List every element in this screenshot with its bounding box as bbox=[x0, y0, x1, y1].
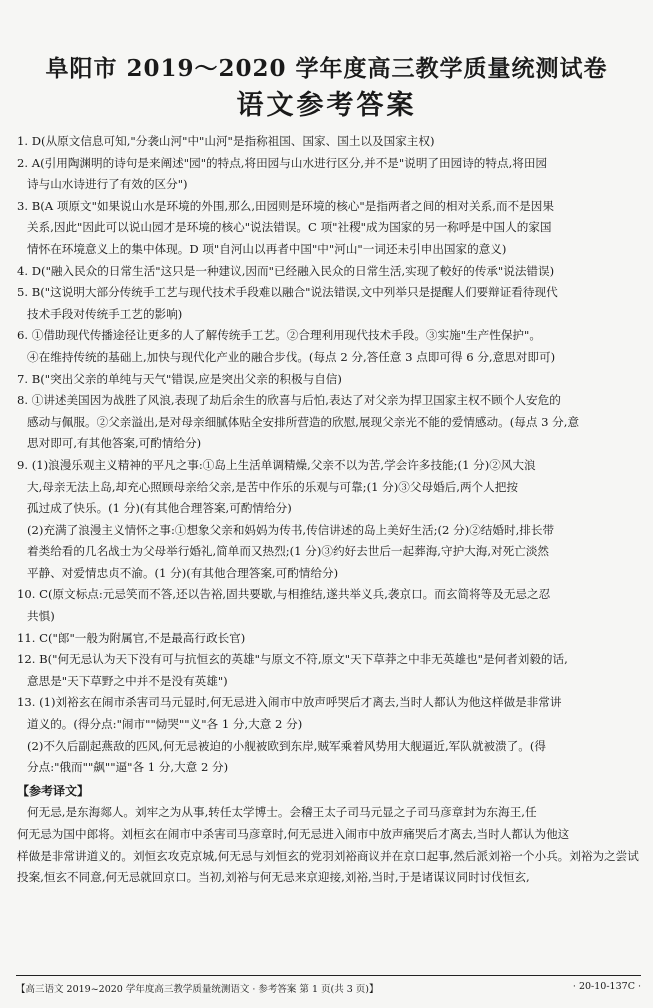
answer-line: 10. C(原文标点:元忌笑而不答,还以告裕,固共要歇,与相推结,遂共举义兵,袭京口。而玄简将等及无忌之忍 bbox=[17, 587, 551, 602]
answer-line: ④在维持传统的基础上,加快与现代化产业的融合步伐。(每点 2 分,答任意 3 点即可得 6 分,意思对即可) bbox=[27, 349, 556, 364]
footer-left-text: 【高三语文 2019~2020 学年度高三教学质量统测语文 · 参考答案 第 1 页(共 3 页)】 bbox=[16, 984, 379, 995]
answer-line: 感动与佩服。②父亲溢出,是对母亲细腻体贴全安排所营造的欣慰,展现父亲光不能的爱情感动。(每点 3 分,意 bbox=[27, 414, 580, 429]
answer-line: 4. D("融入民众的日常生活"这只是一种建议,因而"已经融入民众的日常生活,实现了較好的传承"说法错误) bbox=[17, 263, 555, 278]
footer-code: · 20-10-137C · bbox=[572, 981, 641, 992]
answer-line: 12. B("何无忌认为天下没有可与抗恒玄的英雄"与原文不符,原文"天下草莽之中非无英雄也"是何者刘毅的话, bbox=[17, 652, 568, 667]
answer-line: (2)不久后副起燕敌的匹风,何无忌被迫的小舰被欧到东岸,贼军乘着风势用大舰逼近,军队就被溃了。(得 bbox=[27, 738, 546, 753]
answer-line: 11. C("郎"一般为附属官,不是最高行政长官) bbox=[17, 630, 246, 645]
reference-translation-heading: 【参考译文】 bbox=[17, 783, 90, 798]
answer-line: 5. B("这说明大部分传统手工艺与现代技术手段难以融合"说法错误,文中列举只是提醒人们要辩证看待现代 bbox=[17, 285, 558, 300]
document-title: 阜阳市 2019～2020 学年度高三教学质量统测试卷 bbox=[45, 55, 608, 82]
answer-line: 关系,因此"因此可以说山园才是环境的核心"说法错误。C 项"社稷"成为国家的另一称呼是中国人的家国 bbox=[27, 220, 552, 235]
answer-line: 9. (1)浪漫乐观主义精神的平凡之事:①岛上生活单调精燥,父亲不以为苦,学会许多技能;(1 分)②风大浪 bbox=[17, 457, 536, 472]
answer-line: 共惧) bbox=[27, 609, 55, 624]
answer-line: 着类给看的几名战士为父母举行婚礼,简单而又热烈;(1 分)③约好去世后一起葬海,守护大海,对死亡淡然 bbox=[27, 544, 550, 559]
answer-line: 2. A(引用陶渊明的诗句是来阐述"园"的特点,将田园与山水进行区分,并不是"说明了田园诗的特点,将田园 bbox=[17, 155, 548, 170]
answer-line: (2)充满了浪漫主义情怀之事:①想象父亲和妈妈为传书,传信讲述的岛上美好生活;(2 分)②结婚时,排长带 bbox=[27, 522, 555, 537]
translation-line: 何无忌为国中郎将。刘桓玄在闹市中杀害司马彦章时,何无忌进入闹市中放声痛哭后才离去,当时人都认为他这 bbox=[17, 827, 570, 841]
answer-line: 7. B("突出父亲的单纯与天气"错误,应是突出父亲的积极与自信) bbox=[17, 371, 342, 386]
answer-line: 13. (1)刘裕玄在闹市杀害司马元显时,何无忌进入闹市中放声呼哭后才离去,当时人都认为他这样做是非常讲 bbox=[17, 695, 562, 710]
translation-line: 投案,恒玄不同意,何无忌就回京口。当初,刘裕与何无忌来京迎接,刘裕,当时,于是诸谋议同时讨伐恒玄, bbox=[17, 870, 530, 885]
page-footer bbox=[16, 975, 641, 995]
answer-line: 道义的。(得分点:"闹市""恸哭""义"各 1 分,大意 2 分) bbox=[27, 717, 303, 732]
answer-line: 6. ①借助现代传播途径让更多的人了解传统手工艺。②合理利用现代技术手段。③实施"生产性保护"。 bbox=[17, 328, 541, 343]
answer-line: 1. D(从原文信息可知,"分袭山河"中"山河"是指称祖国、国家、国土以及国家主权) bbox=[17, 134, 435, 148]
answer-line: 情怀在环境意义上的集中体现。D 项"自河山以再者中国"中"河山"一词还未引申出国家的意义) bbox=[27, 241, 507, 256]
answer-line: 平静、对爱情忠贞不渝。(1 分)(有其他合理答案,可酌情给分) bbox=[27, 565, 339, 580]
answer-line: 思对即可,有其他答案,可酌情给分) bbox=[27, 436, 202, 451]
answer-line: 8. ①讲述美国因为战胜了风浪,表现了劫后余生的欣喜与后怕,表达了对父亲为捍卫国家主权不顾个人安危的 bbox=[17, 393, 561, 408]
answer-line: 3. B(A 项原文"如果说山水是环境的外围,那么,田园则是环境的核心"是指两者之间的相对关系,而不是因果 bbox=[17, 198, 554, 213]
document-subtitle: 语文参考答案 bbox=[236, 90, 417, 121]
translation-line: 何无忌,是东海郯人。刘牢之为从事,转任太学博士。会稽王太子司马元显之子司马彦章封为东海王,任 bbox=[27, 805, 537, 820]
answer-line: 分点:"俄而""飙""逼"各 1 分,大意 2 分) bbox=[27, 760, 229, 775]
answer-line: 孤过成了快乐。(1 分)(有其他合理答案,可酌情给分) bbox=[27, 501, 292, 516]
answer-line: 诗与山水诗进行了有效的区分") bbox=[27, 177, 188, 192]
translation-line: 样做是非常讲道义的。刘恒玄攻克京城,何无忌与刘恒玄的党羽刘裕商议并在京口起事,然后派刘裕一个小兵。刘裕为之尝试 bbox=[17, 848, 639, 863]
answer-line: 意思是"天下草野之中并不是没有英雄") bbox=[27, 673, 228, 688]
answer-body bbox=[17, 131, 641, 889]
answer-line: 大,母亲无法上岛,却充心照顾母亲给父亲,是苦中作乐的乐观与可靠;(1 分)③父母婚后,两个人把按 bbox=[27, 479, 518, 494]
answer-line: 技术手段对传统手工艺的影响) bbox=[27, 306, 183, 321]
